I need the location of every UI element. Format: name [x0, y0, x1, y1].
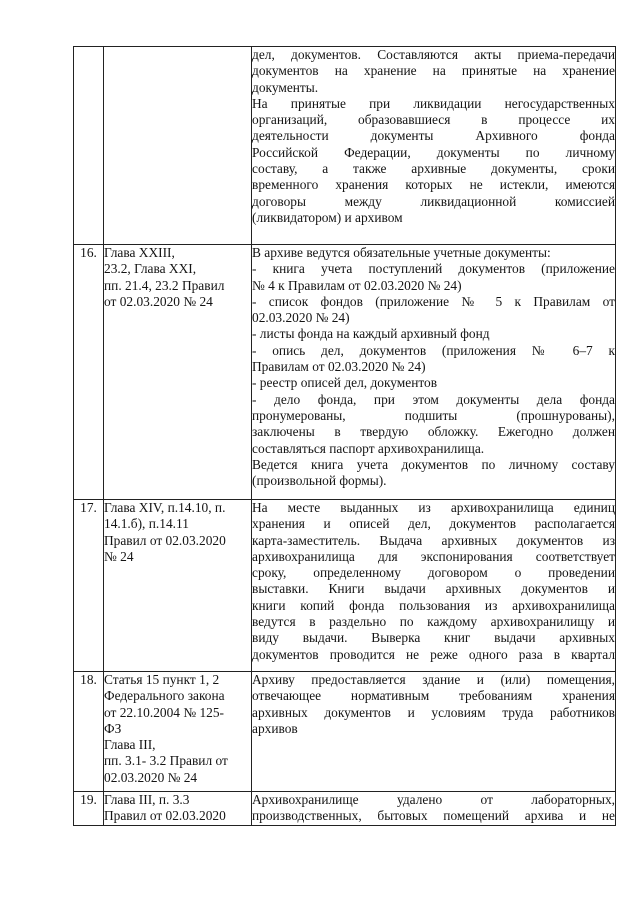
- text-line: - книга учета поступлений документов (приложение: [252, 261, 615, 277]
- text-line: составу, а также архивные документы, сроки: [252, 161, 615, 177]
- text-line: Правилам от 02.03.2020 № 24): [252, 359, 426, 375]
- table-row: [74, 792, 616, 826]
- reference-line: Федерального закона: [104, 688, 225, 704]
- text-line: временного хранения которых не истекли, имеются: [252, 177, 615, 193]
- text-line: (ликвидатором) и архивом: [252, 209, 403, 225]
- reference-line: Статья 15 пункт 1, 2: [104, 672, 220, 687]
- reference-line: 14.1.б), п.14.11: [104, 516, 189, 532]
- text-line: Ведется книга учета документов по личному составу: [252, 456, 615, 472]
- legal-reference: [104, 47, 252, 245]
- requirement-text: [252, 792, 616, 826]
- text-line: 02.03.2020 № 24): [252, 310, 350, 326]
- text-line: хранения и описей дел, документов располагается: [252, 516, 615, 532]
- text-line: - листы фонда на каждый архивный фонд: [252, 326, 490, 342]
- requirement-text: [252, 47, 616, 245]
- text-line: карта-заместитель. Выдача архивных документов из: [252, 532, 615, 548]
- row-number: 16.: [74, 245, 104, 500]
- text-line: архивохранилища для экспонирования соответствует: [252, 548, 615, 564]
- requirements-table-body: [74, 47, 616, 826]
- text-line: - реестр описей дел, документов: [252, 375, 438, 391]
- reference-line: пп. 21.4, 23.2 Правил: [104, 277, 225, 293]
- table-row: [74, 672, 616, 792]
- text-line: В архиве ведутся обязательные учетные документы:: [252, 245, 551, 260]
- requirement-text: [252, 245, 616, 500]
- text-line: На месте выданных из архивохранилища единиц: [252, 500, 615, 515]
- text-line: сроку, определенному договором о проведении: [252, 565, 615, 581]
- reference-line: от 02.03.2020 № 24: [104, 293, 213, 309]
- requirement-text: [252, 672, 616, 792]
- table-row: [74, 47, 616, 245]
- reference-line: Глава III, п. 3.3: [104, 792, 190, 807]
- text-line: № 4 к Правилам от 02.03.2020 № 24): [252, 277, 462, 293]
- text-line: (произвольной формы).: [252, 473, 387, 489]
- legal-reference: [104, 672, 252, 792]
- text-line: ведутся в раздельно по каждому архивохранилищу и: [252, 614, 615, 630]
- text-line: договоры между ликвидационной комиссией: [252, 193, 615, 209]
- text-line: Архиву предоставляется здание и (или) помещения,: [252, 672, 615, 687]
- reference-line: Правил от 02.03.2020: [104, 532, 226, 548]
- reference-line: 23.2, Глава XXI,: [104, 261, 197, 277]
- table-row: [74, 245, 616, 500]
- reference-line: Правил от 02.03.2020: [104, 808, 226, 824]
- text-line: пронумерованы, подшиты (прошнурованы),: [252, 407, 615, 423]
- text-line: производственных, бытовых помещений архива и не: [252, 808, 615, 824]
- text-line: дел, документов. Составляются акты приема-передачи: [252, 47, 615, 62]
- legal-reference: [104, 245, 252, 500]
- reference-line: ФЗ: [104, 720, 122, 736]
- text-line: Архивохранилище удалено от лабораторных,: [252, 792, 615, 807]
- table-row: [74, 500, 616, 672]
- row-number: 19.: [74, 792, 104, 826]
- text-line: организаций, образовавшиеся в процессе их: [252, 112, 615, 128]
- text-line: - дело фонда, при этом документы дела фонда: [252, 391, 615, 407]
- reference-line: Глава XIV, п.14.10, п.: [104, 500, 226, 515]
- reference-line: пп. 3.1- 3.2 Правил от: [104, 753, 228, 769]
- reference-line: Глава XXIII,: [104, 245, 175, 260]
- legal-reference: [104, 792, 252, 826]
- reference-line: от 22.10.2004 № 125-: [104, 704, 224, 720]
- legal-reference: [104, 500, 252, 672]
- row-number: [74, 47, 104, 245]
- text-line: выставки. Книги выдачи архивных документов и: [252, 581, 615, 597]
- text-line: На принятые при ликвидации негосударственных: [252, 95, 615, 111]
- requirement-text: [252, 500, 616, 672]
- text-line: документов проводится не реже одного раза в квартал: [252, 646, 615, 662]
- text-line: составляться паспорт архивохранилища.: [252, 440, 485, 456]
- text-line: - опись дел, документов (приложения № 6–7 к: [252, 342, 615, 358]
- reference-line: 02.03.2020 № 24: [104, 769, 198, 785]
- text-line: деятельности документы Архивного фонда: [252, 128, 615, 144]
- text-line: заключены в твердую обложку. Ежегодно должен: [252, 424, 615, 440]
- reference-line: Глава III,: [104, 737, 156, 753]
- text-line: книги копий фонда пользования из архивохранилища: [252, 597, 615, 613]
- text-line: архивов: [252, 720, 298, 736]
- requirements-table: [73, 46, 616, 826]
- row-number: 17.: [74, 500, 104, 672]
- text-line: документов на хранение на принятые на хранение: [252, 63, 615, 79]
- text-line: - список фондов (приложение № 5 к Правилам от: [252, 293, 615, 309]
- text-line: Российской Федерации, документы по личному: [252, 144, 615, 160]
- text-line: документы.: [252, 79, 319, 95]
- reference-line: № 24: [104, 548, 134, 564]
- text-line: отвечающее нормативным требованиям хранения: [252, 688, 615, 704]
- text-line: виду выдачи. Выверка книг выдачи архивных: [252, 630, 615, 646]
- row-number: 18.: [74, 672, 104, 792]
- text-line: архивных документов и условиям труда работников: [252, 704, 615, 720]
